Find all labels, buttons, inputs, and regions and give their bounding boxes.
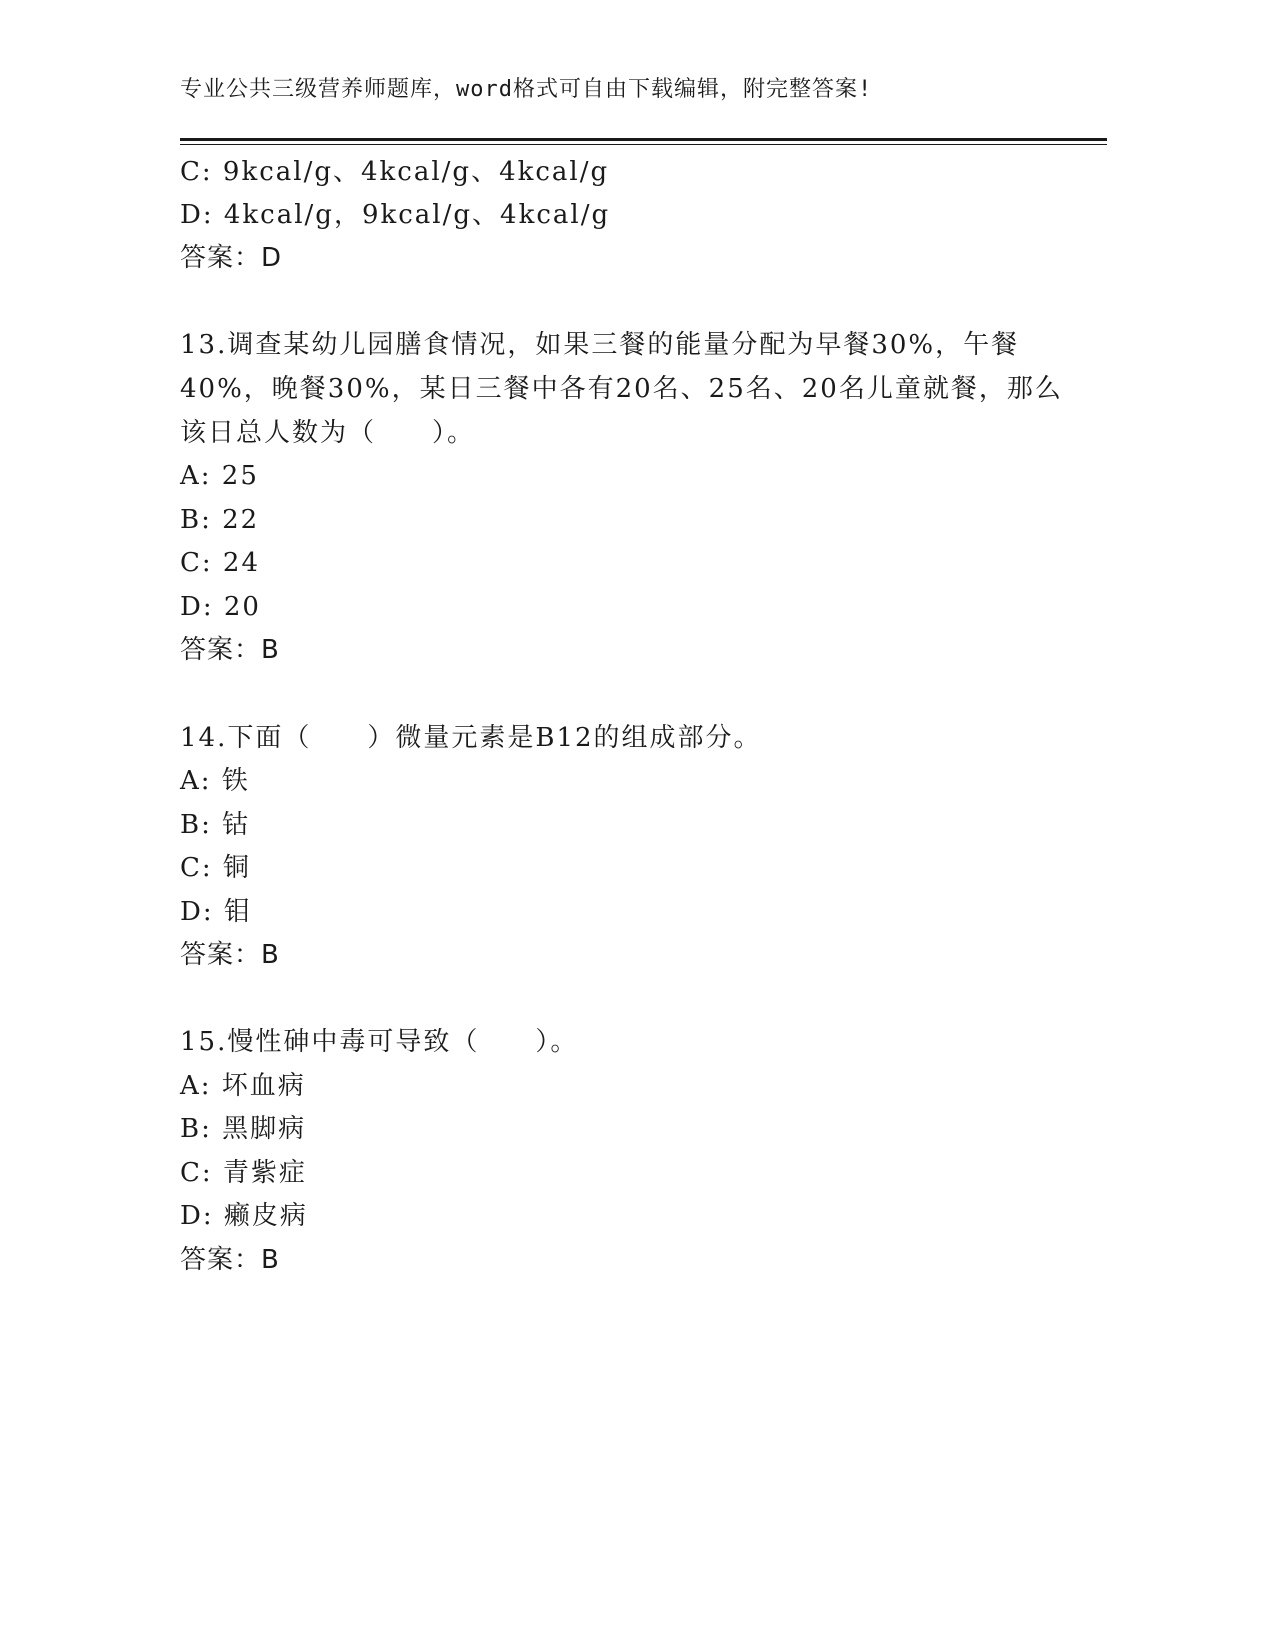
q12-option-c: C: 9kcal/g、4kcal/g、4kcal/g (180, 157, 610, 187)
q13-option-c: C: 24 (180, 548, 261, 578)
q14-option-a: A: 铁 (180, 766, 250, 796)
q14-option-b: B: 钴 (180, 810, 251, 840)
q14-option-d: D: 钼 (180, 897, 252, 927)
q13-option-a: A: 25 (180, 461, 259, 491)
q13-stem-line-2: 40%，晚餐30%，某日三餐中各有20名、25名、20名儿童就餐，那么 (180, 374, 1063, 404)
q15-stem: 15.慢性砷中毒可导致（ ）。 (180, 1027, 579, 1057)
q12-option-d: D: 4kcal/g，9kcal/g、4kcal/g (180, 200, 611, 230)
q14-answer: 答案：B (180, 940, 280, 970)
q13-option-b: B: 22 (180, 505, 260, 535)
q15-option-d: D: 癞皮病 (180, 1201, 308, 1231)
q15-option-a: A: 坏血病 (180, 1071, 306, 1101)
q15-option-c: C: 青紫症 (180, 1158, 307, 1188)
q12-answer: 答案：D (180, 243, 283, 273)
header-divider-thick (180, 138, 1107, 141)
header-divider-thin (180, 144, 1107, 145)
q15-answer: 答案：B (180, 1245, 280, 1275)
q13-stem-line-3: 该日总人数为（ ）。 (180, 418, 476, 448)
q14-stem: 14.下面（ ）微量元素是B12的组成部分。 (180, 723, 762, 753)
q13-answer: 答案：B (180, 635, 280, 665)
q14-option-c: C: 铜 (180, 853, 251, 883)
q13-option-d: D: 20 (180, 592, 261, 622)
q15-option-b: B: 黑脚病 (180, 1114, 307, 1144)
page-header: 专业公共三级营养师题库，word格式可自由下载编辑，附完整答案! (180, 77, 873, 102)
q13-stem-line-1: 13.调查某幼儿园膳食情况，如果三餐的能量分配为早餐30%，午餐 (180, 330, 1020, 360)
